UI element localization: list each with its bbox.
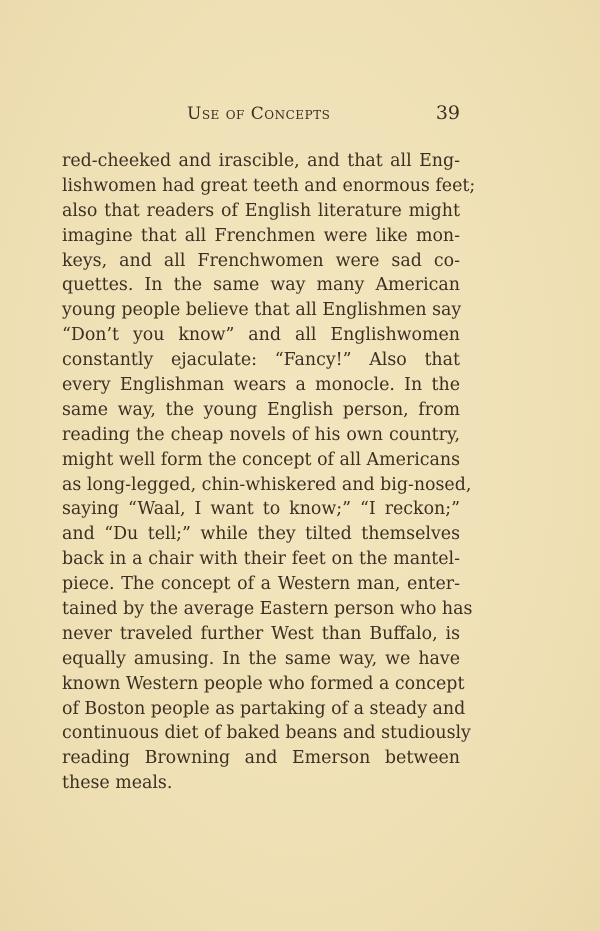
text-line: imagine that all Frenchmen were like mon-: [62, 225, 460, 246]
text-line: lishwomen had great teeth and enormous feet;: [62, 175, 476, 196]
text-line: of Boston people as partaking of a steady and: [62, 698, 466, 719]
running-title: Use of Concepts: [187, 104, 331, 124]
page-header: [62, 104, 460, 130]
text-line: these meals.: [62, 773, 173, 794]
text-line: never traveled further West than Buffalo, is: [62, 623, 460, 644]
text-line: known Western people who formed a concept: [62, 673, 465, 694]
text-line: as long-legged, chin-whiskered and big-nosed,: [62, 474, 472, 495]
page-number: 39: [435, 102, 460, 124]
text-line: every Englishman wears a monocle. In the: [62, 375, 460, 396]
text-line: red-cheeked and irascible, and that all Eng-: [62, 151, 460, 171]
text-line: piece. The concept of a Western man, enter-: [62, 574, 460, 595]
text-line: reading the cheap novels of his own country,: [62, 424, 460, 445]
text-line: keys, and all Frenchwomen were sad co-: [62, 250, 460, 271]
text-line: saying “Waal, I want to know;” “I reckon;”: [62, 499, 460, 520]
text-line: quettes. In the same way many American: [62, 275, 460, 296]
text-line: equally amusing. In the same way, we have: [62, 648, 460, 669]
text-line: constantly ejaculate: “Fancy!” Also that: [62, 350, 460, 371]
text-line: continuous diet of baked beans and studiously: [62, 723, 471, 744]
text-line: also that readers of English literature might: [62, 200, 460, 221]
text-line: and “Du tell;” while they tilted themselves: [62, 524, 460, 545]
text-line: might well form the concept of all Americans: [62, 449, 460, 470]
text-line: young people believe that all Englishmen say: [62, 300, 462, 321]
text-line: back in a chair with their feet on the mantel-: [62, 549, 460, 570]
text-line: reading Browning and Emerson between: [62, 748, 460, 769]
text-line: “Don’t you know” and all Englishwomen: [62, 325, 460, 346]
text-line: tained by the average Eastern person who has: [62, 599, 473, 620]
text-line: same way, the young English person, from: [62, 399, 460, 420]
body-paragraph: [62, 149, 476, 796]
